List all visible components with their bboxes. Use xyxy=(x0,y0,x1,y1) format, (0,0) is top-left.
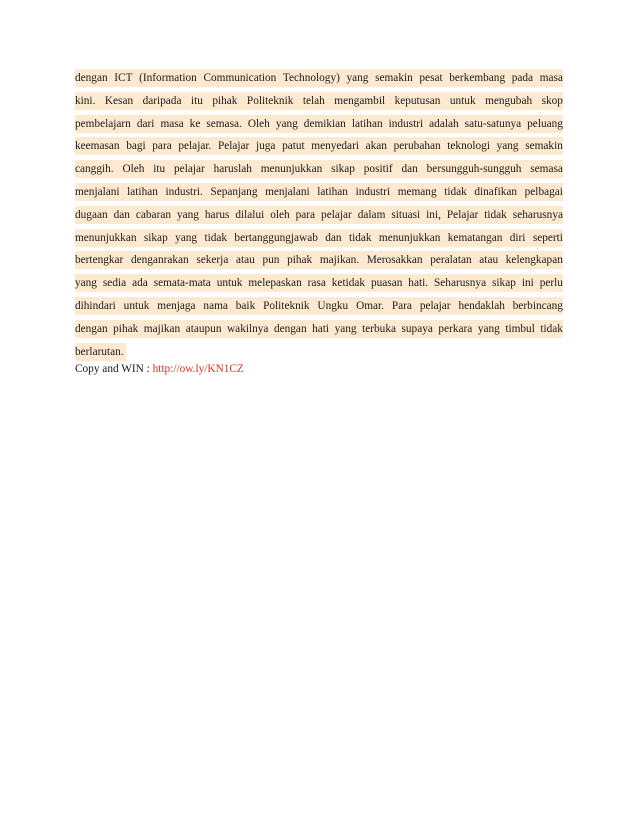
word: dari xyxy=(136,117,155,130)
word: ini xyxy=(521,277,534,290)
word: atau xyxy=(479,254,499,267)
word: dugaan xyxy=(75,208,108,221)
word: tidak xyxy=(484,208,507,221)
word: para xyxy=(152,140,172,153)
body-paragraph xyxy=(75,69,563,365)
word: yang xyxy=(346,72,369,84)
word: majikan. xyxy=(319,254,360,267)
word: mengubah xyxy=(485,94,533,107)
word: untuk xyxy=(449,94,476,107)
word: para xyxy=(295,208,316,221)
word: dilalui xyxy=(235,208,265,221)
word: kelengkapan xyxy=(505,254,563,267)
paragraph-line xyxy=(75,183,563,201)
word: dihindari xyxy=(75,299,116,312)
paragraph-line xyxy=(75,297,563,315)
paragraph-line xyxy=(75,92,563,110)
word: dengan xyxy=(75,322,108,335)
word: Technology) xyxy=(282,72,340,84)
word: puasan xyxy=(370,277,403,290)
word: untuk xyxy=(123,299,150,312)
word: Politeknik xyxy=(263,299,310,312)
word: memang xyxy=(397,185,437,198)
word: dan xyxy=(401,163,418,176)
word: wakilnya xyxy=(227,322,269,335)
word: pihak xyxy=(287,254,313,267)
word: situasi xyxy=(391,208,421,221)
footer-link[interactable]: http://ow.ly/KN1CZ xyxy=(152,363,244,375)
word: yang xyxy=(176,208,199,221)
word: akan xyxy=(365,140,387,153)
word: telah xyxy=(302,94,325,107)
word: semasa xyxy=(530,163,563,176)
word: rasa xyxy=(307,277,326,290)
word: yang xyxy=(275,117,298,130)
word: semakin xyxy=(375,72,413,84)
word: keemasan xyxy=(75,140,120,153)
word: Politeknik xyxy=(246,94,294,107)
word: timbul xyxy=(505,322,535,335)
word: sekerja xyxy=(196,254,229,267)
word: menjaga xyxy=(157,299,196,312)
word: ICT xyxy=(114,72,133,84)
word: oleh xyxy=(270,208,290,221)
word: dalam xyxy=(357,208,386,221)
word: pelajar xyxy=(321,208,352,221)
word: pihak xyxy=(212,94,238,107)
word: dan xyxy=(325,231,342,244)
word: juga xyxy=(255,140,276,153)
word: perlu xyxy=(539,277,563,290)
word: bersungguh-sungguh xyxy=(426,163,522,176)
word: peluang xyxy=(527,117,563,130)
paragraph-line xyxy=(75,274,563,292)
word: pun xyxy=(262,254,280,267)
word: semata-mata xyxy=(153,277,211,290)
word: majikan xyxy=(143,322,181,335)
word: latihan xyxy=(317,185,348,198)
word: pelajar xyxy=(174,163,205,176)
paragraph-line xyxy=(75,137,563,155)
paragraph-line xyxy=(75,206,563,224)
word: ada xyxy=(132,277,148,290)
paragraph-line xyxy=(75,229,563,247)
word: tidak xyxy=(540,322,563,335)
paragraph-line xyxy=(75,69,563,87)
word: ataupun xyxy=(185,322,222,335)
word: yang xyxy=(496,140,519,153)
word: hati xyxy=(312,322,330,335)
word: semakin xyxy=(525,140,563,153)
word: menjalani xyxy=(75,185,120,198)
word: Seharusnya xyxy=(434,277,487,290)
word: Omar. xyxy=(356,299,384,312)
word: kini. xyxy=(75,94,96,107)
word: baik xyxy=(235,299,256,312)
word: ke xyxy=(189,117,201,130)
word: (Information xyxy=(139,72,197,84)
word: berkembang xyxy=(449,72,506,84)
word: atau xyxy=(236,254,255,267)
word: sikap xyxy=(331,163,355,176)
word: industri. xyxy=(165,185,203,198)
word: mengambil xyxy=(334,94,386,107)
word: sikap xyxy=(492,277,516,290)
word: tidak xyxy=(348,231,372,244)
word: Merosakkan xyxy=(366,254,423,267)
paragraph-line xyxy=(75,160,563,178)
word: menunjukkan xyxy=(75,231,137,244)
word: peralatan xyxy=(430,254,472,267)
paragraph-line xyxy=(75,320,563,338)
word: Pelajar xyxy=(446,208,479,221)
word: Oleh xyxy=(247,117,270,130)
word: Sepanjang xyxy=(210,185,258,198)
word: latihan xyxy=(127,185,158,198)
word: masa xyxy=(160,117,184,130)
footer-promo xyxy=(75,360,244,378)
word: yang xyxy=(175,231,198,244)
word: hati. xyxy=(408,277,429,290)
word: nama xyxy=(203,299,228,312)
word: dinafikan xyxy=(474,185,518,198)
word: Kesan xyxy=(104,94,134,107)
word: bertanggungjawab xyxy=(234,231,318,244)
word: bagi xyxy=(126,140,146,153)
word: menyedari xyxy=(311,140,359,153)
word: semasa. xyxy=(206,117,242,130)
word: itu xyxy=(153,163,166,176)
word: tidak xyxy=(204,231,228,244)
word: teknologi xyxy=(447,140,490,153)
word: positif xyxy=(363,163,393,176)
word: demikian xyxy=(303,117,346,130)
paragraph-line xyxy=(75,251,563,269)
word: keputusan xyxy=(394,94,441,107)
word: bertengkar xyxy=(75,254,124,267)
word: yang xyxy=(477,322,500,335)
word: cabaran xyxy=(135,208,171,221)
word: itu xyxy=(190,94,203,107)
word: Para xyxy=(391,299,412,312)
word: patut xyxy=(282,140,305,153)
word: denganrakan xyxy=(130,254,189,267)
word: adalah xyxy=(429,117,459,130)
word: sikap xyxy=(143,231,168,244)
word: dan xyxy=(113,208,130,221)
word: seperti xyxy=(532,231,563,244)
word: pada xyxy=(511,72,534,84)
word: ketidak xyxy=(331,277,366,290)
word: Ungku xyxy=(317,299,349,312)
word: melepaskan xyxy=(248,277,302,290)
word: sedia xyxy=(102,277,127,290)
word: untuk xyxy=(216,277,243,290)
word: pesat xyxy=(419,72,443,84)
word: hendaklah xyxy=(458,299,505,312)
word: pelajar. xyxy=(178,140,212,153)
paragraph-line xyxy=(75,115,563,133)
word: pembelajarn xyxy=(75,117,131,130)
word: Oleh xyxy=(122,163,145,176)
word: perkara xyxy=(438,322,473,335)
footer-label: Copy and WIN : xyxy=(75,363,153,375)
paragraph-line: berlarutan. xyxy=(75,343,126,361)
word: latihan xyxy=(351,117,383,130)
word: perubahan xyxy=(393,140,441,153)
word: seharusnya xyxy=(512,208,563,221)
word: dengan xyxy=(75,72,108,84)
word: harus xyxy=(204,208,230,221)
word: yang xyxy=(75,277,97,290)
word: berbincang xyxy=(512,299,563,312)
word: menjalani xyxy=(265,185,310,198)
word: Pelajar xyxy=(217,140,250,153)
word: daripada xyxy=(142,94,182,107)
word: pelajar xyxy=(419,299,451,312)
word: terbuka xyxy=(362,322,396,335)
word: pihak xyxy=(113,322,139,335)
word: menunjukkan xyxy=(260,163,323,176)
word: supaya xyxy=(401,322,433,335)
word: dengan xyxy=(273,322,307,335)
word: industri xyxy=(388,117,424,130)
word: masa xyxy=(539,72,563,84)
word: canggih. xyxy=(75,163,114,176)
word: menunjukkan xyxy=(378,231,441,244)
word: tidak xyxy=(444,185,467,198)
word: pelbagai xyxy=(524,185,563,198)
word: diri xyxy=(509,231,526,244)
word: skop xyxy=(541,94,563,107)
word: ini, xyxy=(426,208,441,221)
word: satu-satunya xyxy=(464,117,522,130)
word: kematangan xyxy=(447,231,503,244)
word: haruslah xyxy=(213,163,252,176)
word: yang xyxy=(334,322,357,335)
word: industri xyxy=(355,185,391,198)
word: Communication xyxy=(203,72,277,84)
